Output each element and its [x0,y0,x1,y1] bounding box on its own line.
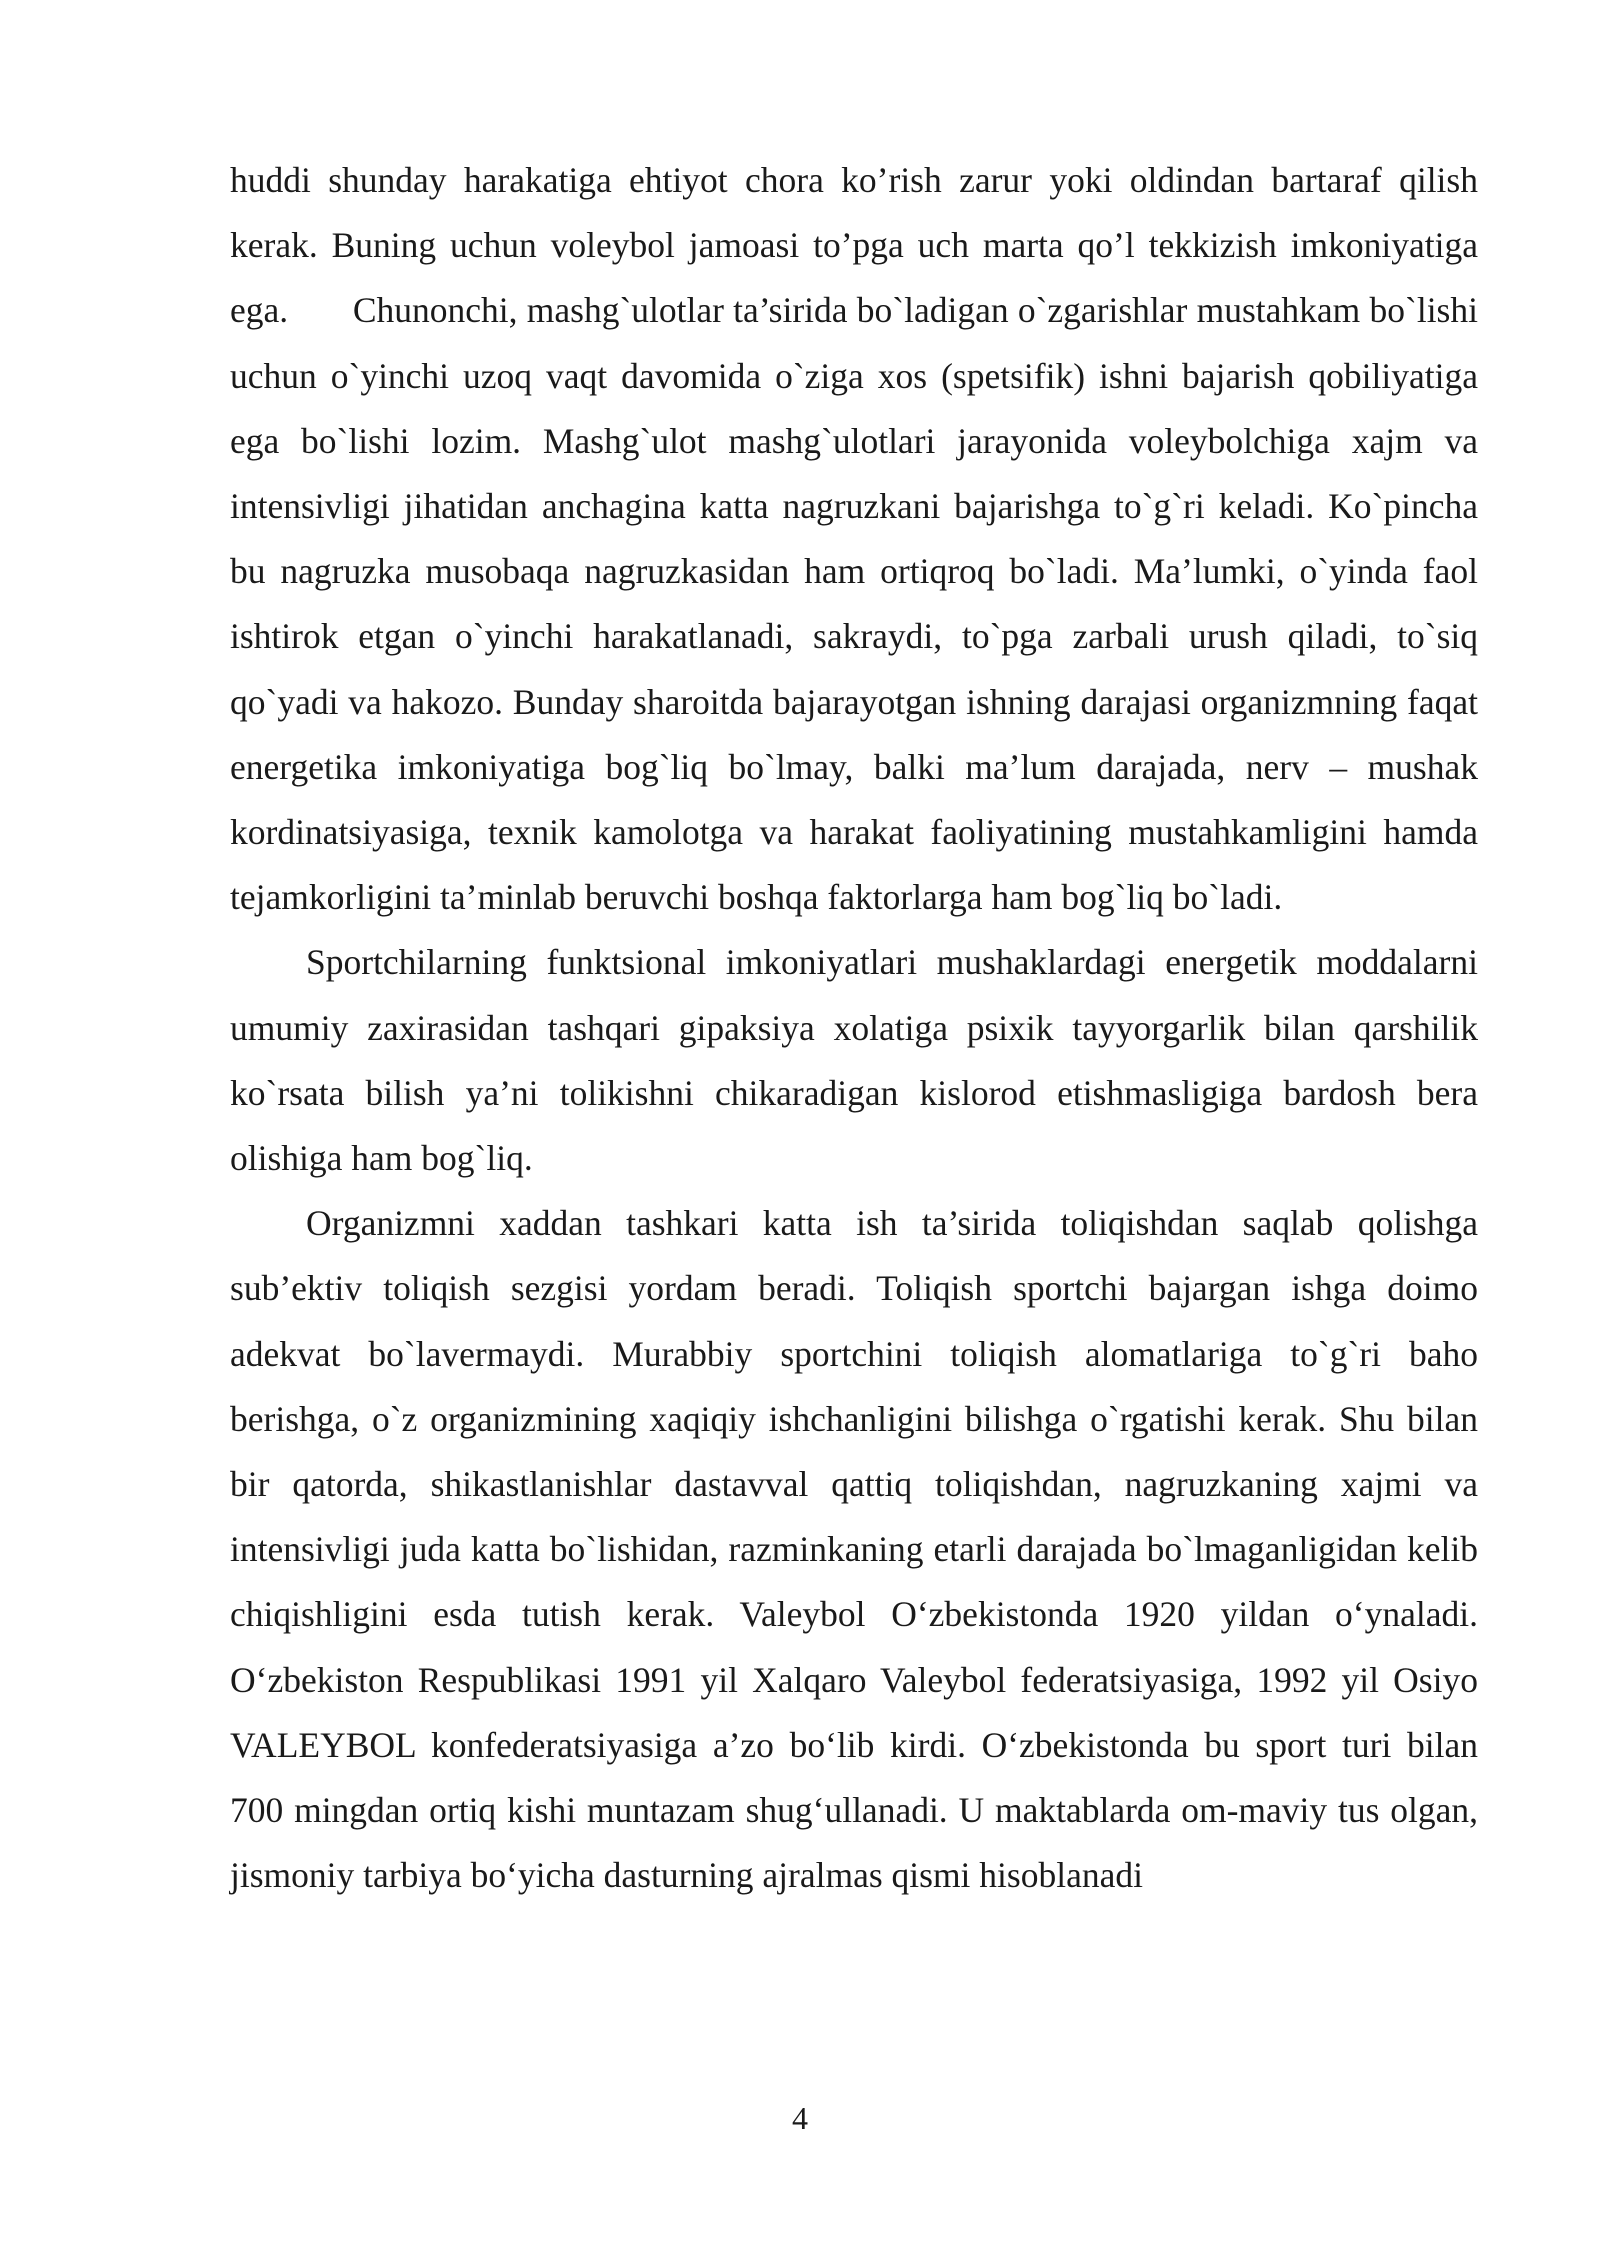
paragraph-1: huddi shunday harakatiga ehtiyot chora ko’rish zarur yoki oldindan bartaraf qilish kerak. Buning uchun voleybol jamoasi to’pga uch marta qo’l tekkizish imkoniyatiga ega. Chunonchi, mashg`ulotlar ta’sirida bo`ladigan o`zgarishlar mustahkam bo`lishi uchun o`yinchi uzoq vaqt davomida o`ziga xos (spetsifik) ishni bajarish qobiliyatiga ega bo`lishi lozim. Mashg`ulot mashg`ulotlari jarayonida voleybolchiga xajm va intensivligi jihatidan anchagina katta nagruzkani bajarishga to`g`ri keladi. Ko`pincha bu nagruzka musobaqa nagruzkasidan ham ortiqroq bo`ladi. Ma’lumki, o`yinda faol ishtirok etgan o`yinchi harakatlanadi, sakraydi, to`pga zarbali urush qiladi, to`siq qo`yadi va hakozo. Bunday sharoitda bajarayotgan ishning darajasi organizmning faqat energetika imkoniyatiga bog`liq bo`lmay, balki ma’lum darajada, nerv – mushak kordinatsiyasiga, texnik kamolotga va harakat faoliyatining mustahkamligini hamda tejamkorligini ta’minlab beruvchi boshqa faktorlarga ham bog`liq bo`ladi. [230,160,1487,918]
body-text [230,148,1487,1908]
paragraph-3: Organizmni xaddan tashkari katta ish ta’sirida toliqishdan saqlab qolishga sub’ektiv toliqish sezgisi yordam beradi. Toliqish sportchi bajargan ishga doimo adekvat bo`lavermaydi. Murabbiy sportchini toliqish alomatlariga to`g`ri baho berishga, o`z organizmining xaqiqiy ishchanligini bilishga o`rgatishi kerak. Shu bilan bir qatorda, shikastlanishlar dastavval qattiq toliqishdan, nagruzkaning xajmi va intensivligi juda katta bo`lishidan, razminkaning etarli darajada bo`lmaganligidan kelib chiqishligini esda tutish kerak. Valeybol O‘zbekistonda 1920 yildan o‘ynaladi. O‘zbekiston Respublikasi 1991 yil Xalqaro Valeybol federatsiyasiga, 1992 yil Osiyo VALEYBOL konfederatsiyasiga a’zo bo‘lib kirdi. O‘zbekistonda bu sport turi bilan 700 mingdan ortiq kishi muntazam shug‘ullanadi. U maktablarda om-maviy tus olgan, jismoniy tarbiya bo‘yicha dasturning ajralmas qismi hisoblanadi [230,1203,1478,1896]
page-number: 4 [792,2100,808,2136]
paragraph-2: Sportchilarning funktsional imkoniyatlari mushaklardagi energetik moddalarni umumiy zaxirasidan tashqari gipaksiya xolatiga psixik tayyorgarlik bilan qarshilik ko`rsata bilish ya’ni tolikishni chikaradigan kislorod etishmasligiga bardosh bera olishiga ham bog`liq. [230,942,1478,1179]
